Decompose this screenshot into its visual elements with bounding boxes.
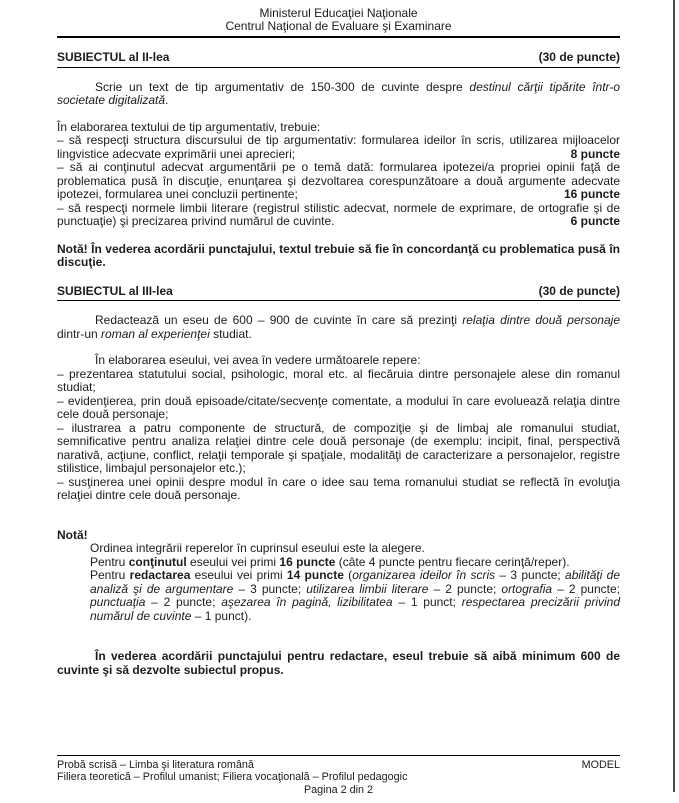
subject-3-heading	[57, 285, 620, 302]
subject-2-task-paragraph: Scrie un text de tip argumentativ de 150-300 de cuvinte despre destinul cărţii tipărite într-o societate digitalizată.	[57, 79, 620, 107]
points-value: 6 puncte	[570, 214, 620, 228]
footer-page-number: Pagina 2 din 2	[303, 783, 374, 796]
nota-line-content-points: Pentru conţinutul eseului vei primi 16 puncte (câte 4 puncte pentru fiecare cerinţă/reper).	[90, 554, 570, 569]
nota-label: Notă!	[57, 527, 88, 542]
nota-block	[90, 542, 620, 623]
subject-3-title: SUBIECTUL al III-lea	[57, 283, 173, 298]
requirement-text: – să respecţi normele limbii literare (registrul stilistic adecvat, normele de exprimare, de ortografie şi de punctuaţie) şi precizarea privind numărul de cuvinte.	[57, 200, 620, 228]
footer-filiera-line: Filiera teoretică – Profilul umanist; Filiera vocaţională – Profilul pedagogic	[57, 771, 408, 783]
repere-item: – prezentarea statutului social, psihologic, moral etc. al fiecăruia dintre personajele alese din romanul studiat;	[57, 366, 620, 394]
repere-item: – ilustrarea a patru componente de structură, de compoziţie şi de limbaj ale romanului studiat, semnificative pentru analiza relaţiei dintre cele două personaje (de exemplu: incipit, final, perspectivă narativă, acţiune, conflict, relaţii temporale şi spaţiale, modalităţi de caracterizare a personajelor, registre stilistice, limbajul personajelor etc.);	[57, 420, 620, 475]
repere-item: – susţinerea unei opinii despre modul în care o idee sau tema romanului studiat se reflectă în evoluţia relaţiei dintre cele două personaje.	[57, 474, 620, 502]
requirement-text: – să respecţi structura discursului de tip argumentativ: formularea ideilor în scris, utilizarea mijloacelor lingvistice adecvate exprimării unei aprecieri;	[57, 133, 620, 161]
footer-exam-name: Probă scrisă – Limba şi literatura română	[57, 758, 254, 771]
header-ministry-line: Ministerul Educaţiei Naţionale	[259, 6, 418, 20]
footer-row-1	[57, 759, 620, 772]
subject-2-title: SUBIECTUL al II-lea	[57, 50, 170, 64]
nota-line-order: Ordinea integrării reperelor în cuprinsul eseului este la alegere.	[90, 541, 425, 555]
points-value: 16 puncte	[563, 187, 620, 201]
subject-2-requirements-intro: În elaborarea textului de tip argumentativ, trebuie:	[57, 119, 321, 134]
subject-2-section	[57, 51, 620, 270]
header-center-line: Centrul Naţional de Evaluare şi Examinare	[225, 19, 452, 33]
nota-line-redactare-points: Pentru redactarea eseului vei primi 14 puncte (organizarea ideilor în scris – 3 puncte; abilităţi de analiză şi de argumentare – 3 puncte; utilizarea limbii literare – 2 puncte; ortografia – 2 puncte; punctuaţia – 2 puncte; aşezarea în pagină, lizibilitatea – 1 punct; respectarea precizării privind numărul de cuvinte – 1 punct).	[90, 568, 621, 623]
subject-3-section	[57, 285, 620, 678]
points-value: 8 puncte	[570, 146, 620, 161]
final-note: În vederea acordării punctajului pentru redactare, eseul trebuie să aibă minimum 600 de cuvinte şi să dezvolte subiectul propus.	[57, 649, 620, 677]
subject-2-heading	[57, 51, 620, 68]
requirement-text: – să ai conţinutul adecvat argumentării pe o temă dată: formularea ipotezei/a propriei opinii faţă de problematica pusă în discuţie, enunţarea şi dezvoltarea corespunzătoare a două argumente adecvate ipotezei, formularea unei concluzii pertinente;	[57, 160, 620, 201]
document-page	[57, 0, 620, 677]
requirement-item	[57, 161, 620, 202]
repere-item: – evidenţierea, prin două episoade/citate/secvenţe comentate, a modului în care evoluează relaţia dintre cele două personaje;	[57, 393, 620, 421]
document-header	[57, 0, 620, 38]
document-footer	[57, 755, 620, 797]
subject-3-points: (30 de puncte)	[538, 283, 620, 298]
requirement-item	[57, 134, 620, 161]
requirement-item	[57, 202, 620, 229]
subject-2-note: Notă! În vederea acordării punctajului, textul trebuie să fie în concordanţă cu problematica pusă în discuţie.	[57, 241, 620, 269]
subject-3-repere-intro: În elaborarea eseului, vei avea în vedere următoarele repere:	[95, 353, 421, 367]
subject-3-task-paragraph: Redactează un eseu de 600 – 900 de cuvinte în care să prezinţi relaţia dintre două personaje dintr-un roman al experienţei studiat.	[57, 313, 620, 341]
page-edge-line	[673, 0, 675, 792]
footer-model-label: MODEL	[581, 758, 620, 771]
subject-2-points: (30 de puncte)	[538, 50, 620, 64]
footer-rule	[57, 755, 620, 756]
